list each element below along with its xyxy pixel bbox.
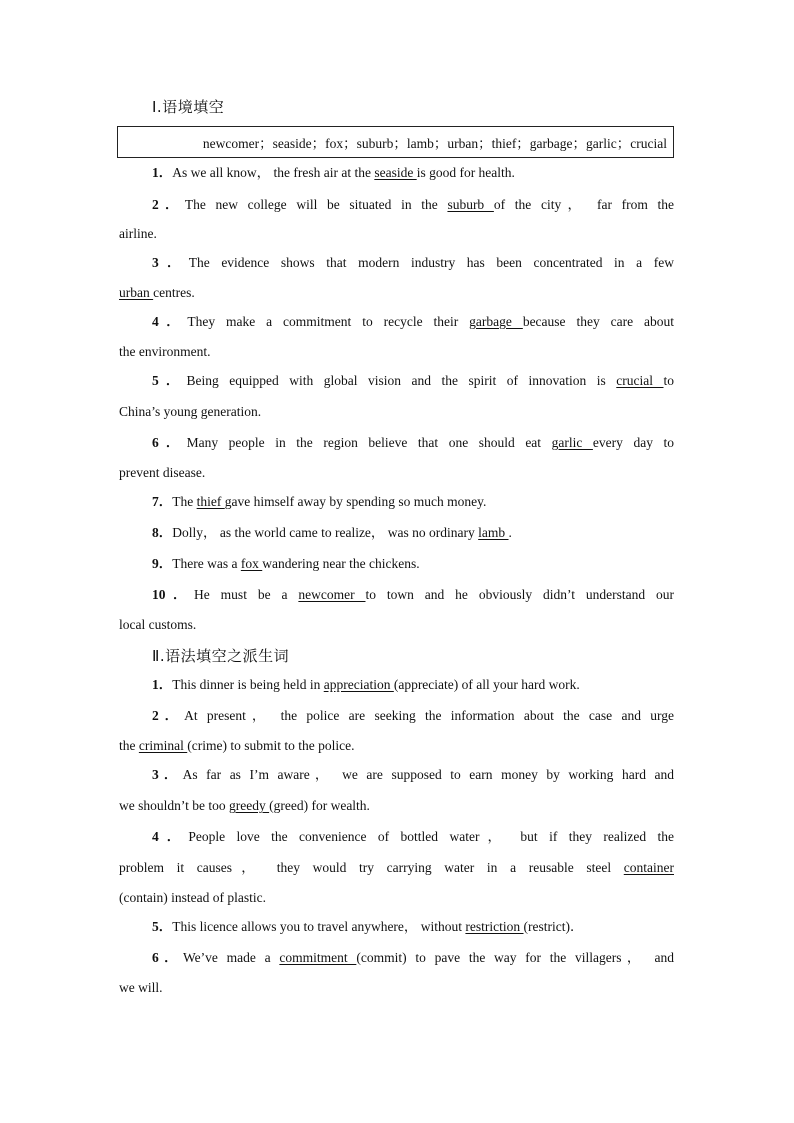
section1-heading: Ⅰ.语境填空	[152, 98, 225, 116]
answer-blank: suburb	[447, 197, 494, 212]
s1-item-8: 8．Dolly， as the world came to realize， was no ordinary lamb .	[152, 525, 512, 540]
s2-item-1: 1．This dinner is being held in appreciation (appreciate) of all your hard work.	[152, 677, 580, 692]
s2-item-2-cont: the criminal (crime) to submit to the police.	[119, 738, 355, 753]
answer-blank: newcomer	[298, 587, 366, 602]
s1-item-9: 9．There was a fox wandering near the chickens.	[152, 556, 420, 571]
answer-blank: garlic	[551, 435, 593, 450]
s1-item-6-cont: prevent disease.	[119, 465, 206, 480]
s2-item-4-cont2: (contain) instead of plastic.	[119, 890, 266, 905]
s1-item-7: 7．The thief gave himself away by spending so much money.	[152, 494, 487, 509]
s2-item-6: 6．We’ve made a commitment (commit) to pave the way for the villagers， and	[152, 950, 674, 965]
s2-item-4: 4．People love the convenience of bottled water， but if they realized the	[152, 829, 675, 844]
s2-item-3-cont: we shouldn’t be too greedy (greed) for wealth.	[119, 798, 370, 813]
s1-item-3-cont: urban centres.	[119, 285, 195, 300]
s1-item-3: 3．The evidence shows that modern industry has been concentrated in a few	[152, 255, 674, 270]
s2-item-5: 5．This licence allows you to travel anywhere， without restriction (restrict)．	[152, 919, 584, 934]
answer-blank: container	[623, 860, 674, 875]
section2-heading: Ⅱ.语法填空之派生词	[152, 647, 290, 665]
s2-item-2: 2．At present， the police are seeking the information about the case and urge	[152, 708, 675, 723]
answer-blank: commitment	[279, 950, 357, 965]
s1-item-4: 4．They make a commitment to recycle their garbage because they care about	[152, 314, 674, 329]
s2-item-4-cont: problem it causes， they would try carrying water in a reusable steel container	[119, 860, 674, 875]
s1-item-1: 1．As we all know， the fresh air at the seaside is good for health.	[152, 165, 515, 180]
s1-item-10-cont: local customs.	[119, 617, 197, 632]
s1-item-2: 2．The new college will be situated in the suburb of the city， far from the	[152, 197, 675, 212]
s2-item-3: 3．As far as I’m aware， we are supposed to earn money by working hard and	[152, 767, 674, 782]
word-bank-text: newcomer；seaside；fox；suburb；lamb；urban；thief；garbage；garlic；crucial	[202, 136, 667, 151]
answer-blank: restriction	[465, 919, 524, 934]
answer-blank: greedy	[229, 798, 270, 813]
s1-item-5-cont: China’s young generation.	[119, 404, 262, 419]
s1-item-4-cont: the environment.	[119, 344, 211, 359]
answer-blank: thief	[196, 494, 225, 509]
s1-item-5: 5．Being equipped with global vision and the spirit of innovation is crucial to	[152, 373, 675, 388]
answer-blank: appreciation	[323, 677, 394, 692]
s1-item-10: 10．He must be a newcomer to town and he obviously didn’t understand our	[152, 587, 674, 602]
s2-item-6-cont: we will.	[119, 980, 163, 995]
answer-blank: urban	[119, 285, 154, 300]
answer-blank: seaside	[374, 165, 417, 180]
answer-blank: criminal	[138, 738, 188, 753]
answer-blank: lamb	[478, 525, 509, 540]
s1-item-2-cont: airline.	[119, 226, 157, 241]
answer-blank: fox	[240, 556, 263, 571]
answer-blank: crucial	[616, 373, 664, 388]
answer-blank: garbage	[469, 314, 523, 329]
s1-item-6: 6．Many people in the region believe that one should eat garlic every day to	[152, 435, 675, 450]
word-bank-box	[117, 126, 674, 158]
